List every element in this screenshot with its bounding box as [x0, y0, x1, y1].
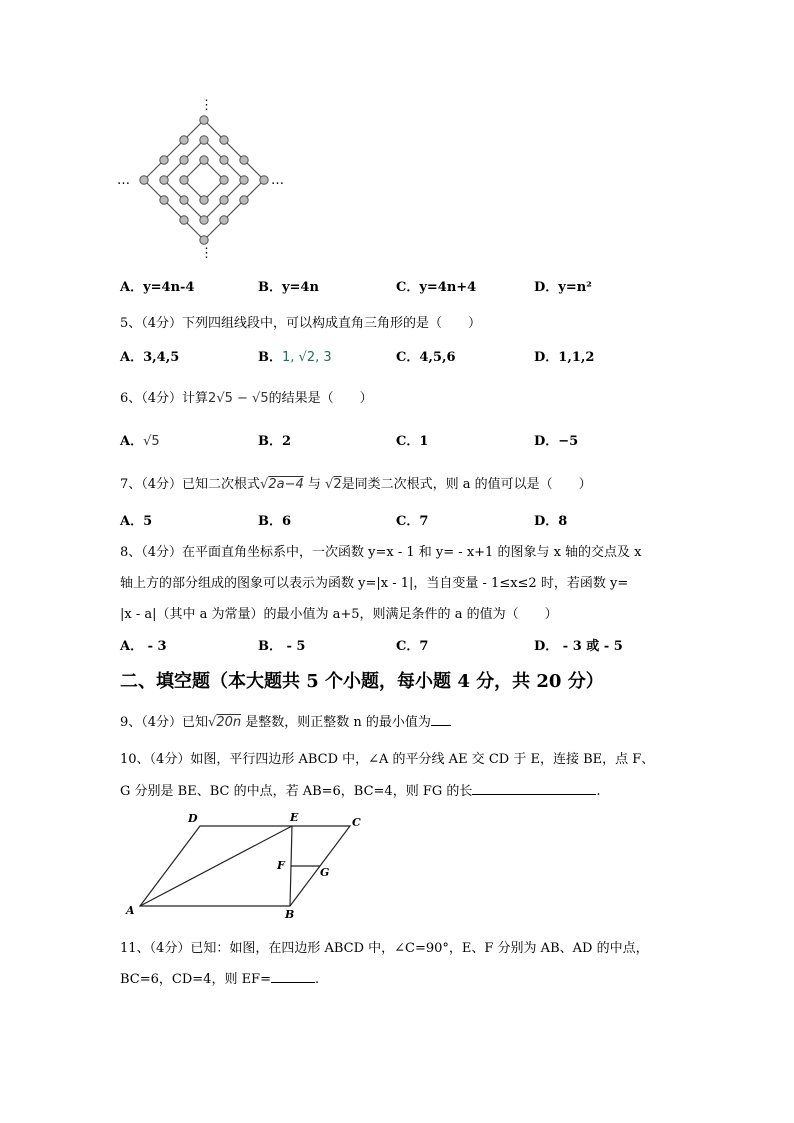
q5-option-c: C．4,5,6: [396, 350, 456, 365]
q6-expression: 2√5 − √5: [208, 391, 269, 406]
q6-stem-pre: 6、（4分）计算: [120, 391, 209, 406]
label-b: B: [285, 908, 295, 921]
q11-answer-blank[interactable]: [271, 970, 315, 983]
q5-stem: 5、（4分）下列四组线段中，可以构成直角三角形的是（ ）: [120, 316, 482, 331]
q4-option-c: C．y=4n+4: [396, 280, 477, 295]
q9-stem-pre: 9、（4分）已知: [120, 715, 209, 730]
q4-option-b: B．y=4n: [258, 280, 319, 295]
q7-radicand-1: 2a−4: [268, 477, 304, 492]
q7-stem: [120, 473, 592, 492]
q5-option-d: D．1,1,2: [534, 350, 595, 365]
q7-option-b: B．6: [258, 514, 292, 529]
q6-option-d: D．−5: [534, 434, 579, 449]
label-f: F: [277, 859, 285, 872]
q5-option-b-math: 1, √2, 3: [282, 350, 332, 365]
q5-option-a: A．3,4,5: [120, 350, 180, 365]
q9-radical: √20n: [208, 715, 242, 730]
parallelogram-lines: [140, 826, 350, 906]
q7-option-d: D．8: [534, 514, 568, 529]
q7-radical-1: √2a−4: [260, 477, 304, 492]
q6-option-c: C．1: [396, 434, 429, 449]
q9-stem-post: 是整数，则正整数 n 的最小值为: [245, 715, 431, 730]
q9-answer-blank[interactable]: [431, 713, 451, 726]
label-c: C: [352, 816, 361, 829]
q4-option-a: A．y=4n-4: [120, 280, 195, 295]
q10-line-1: 10、（4分）如图，平行四边形 ABCD 中，∠A 的平分线 AE 交 CD 于 E，连接 BE，点 F、: [120, 752, 655, 767]
q7-stem-post: 是同类二次根式，则 a 的值可以是（ ）: [341, 477, 592, 492]
q8-line-2: 轴上方的部分组成的图象可以表示为函数 y=|x - 1|，当自变量 - 1≤x≤2 时，若函数 y=: [120, 576, 629, 591]
q11-line-2-text: BC=6，CD=4，则 EF=: [120, 972, 271, 987]
ellipsis-left: …: [117, 173, 130, 188]
label-a: A: [126, 904, 135, 917]
section-2-title: 二、填空题（本大题共 5 个小题，每小题 4 分，共 20 分）: [120, 671, 604, 692]
q6-stem-post: 的结果是（ ）: [268, 391, 373, 406]
label-g: G: [320, 866, 330, 879]
vdots-top: ⋮: [200, 98, 213, 113]
q6-option-b: B．2: [258, 434, 292, 449]
q11-line-1: 11、（4分）已知：如图，在四边形 ABCD 中，∠C=90°，E、F 分别为 AB、AD 的中点，: [120, 941, 649, 956]
q4-option-d: D．y=n²: [534, 280, 592, 295]
q6-option-a-label: A．: [120, 434, 144, 449]
q7-mid: 与: [307, 477, 321, 492]
q10-answer-blank[interactable]: [472, 782, 596, 795]
q9-radicand: 20n: [216, 715, 242, 730]
q5-option-b: [258, 346, 332, 365]
q10-line-2: G 分别是 BE、BC 的中点，若 AB=6，BC=4，则 FG 的长 .: [120, 784, 601, 799]
q8-option-b: B． - 5: [258, 639, 306, 654]
vdots-bottom: ⋮: [200, 246, 213, 260]
q6-option-a: [120, 430, 160, 449]
q6-stem: [120, 387, 373, 406]
q9-stem: [120, 711, 451, 730]
q7-option-c: C．7: [396, 514, 429, 529]
label-d: D: [188, 812, 198, 825]
q7-option-a: A．5: [120, 514, 153, 529]
q7-stem-pre: 7、（4分）已知二次根式: [120, 477, 261, 492]
diamond-dots: [140, 116, 268, 244]
q6-option-a-math: √5: [143, 434, 160, 449]
q8-option-c: C．7: [396, 639, 429, 654]
q8-line-3: |x - a|（其中 a 为常量）的最小值为 a+5，则满足条件的 a 的值为（ ）: [120, 607, 558, 622]
q8-option-a: A． - 3: [120, 639, 167, 654]
dot-pattern-figure: [115, 95, 300, 260]
q8-line-1: 8、（4分）在平面直角坐标系中，一次函数 y=x - 1 和 y= - x+1 的图象与 x 轴的交点及 x: [120, 545, 642, 560]
segment-ae: [140, 826, 292, 906]
q7-radical-2: √2: [325, 477, 342, 492]
q10-line-2-text: G 分别是 BE、BC 的中点，若 AB=6，BC=4，则 FG 的长: [120, 784, 473, 799]
q7-radicand-2: 2: [333, 477, 342, 492]
q8-option-d: D． - 3 或 - 5: [534, 639, 623, 654]
ellipsis-right: …: [271, 173, 284, 188]
q11-line-2: BC=6，CD=4，则 EF= .: [120, 972, 320, 987]
label-e: E: [290, 811, 299, 824]
q5-option-b-label: B．: [258, 350, 282, 365]
parallelogram-figure: [120, 810, 370, 922]
